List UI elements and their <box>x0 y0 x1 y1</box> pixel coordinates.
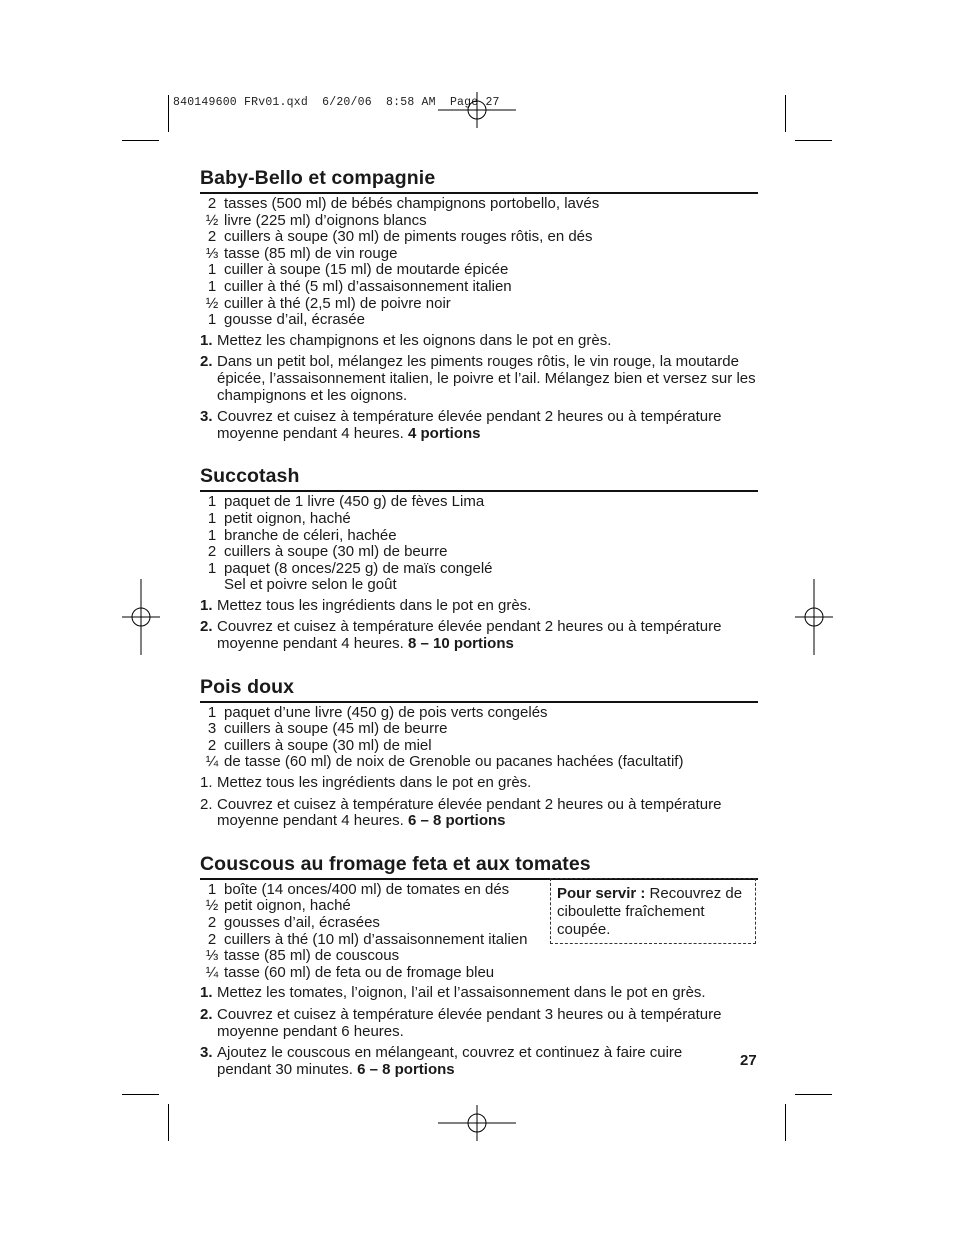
ingredient-text: petit oignon, haché <box>224 509 351 527</box>
ingredient-text: cuiller à thé (2,5 ml) de poivre noir <box>224 294 451 312</box>
ingredient-qty: ¼ <box>205 753 219 771</box>
ingredient-qty: 2 <box>207 543 217 561</box>
ingredient-text: tasse (60 ml) de feta ou de fromage bleu <box>224 963 495 981</box>
step-number: 1. <box>200 596 213 614</box>
step <box>200 985 758 1002</box>
step-number: 1. <box>200 331 213 349</box>
ingredient-text: gousses d’ail, écrasées <box>224 914 380 931</box>
ingredient-text: gousse d’ail, écrasée <box>224 311 365 329</box>
ingredient <box>200 721 758 738</box>
yield-label: 8 – 10 portions <box>407 635 514 653</box>
recipe-title: Pois doux <box>200 675 758 703</box>
ingredient-qty: 1 <box>207 493 217 511</box>
ingredient <box>200 511 758 528</box>
ingredient-qty: 1 <box>207 277 217 295</box>
ingredient-text: paquet de 1 livre (450 g) de fèves Lima <box>224 493 485 511</box>
step <box>200 775 758 792</box>
ingredient-text: cuillers à soupe (30 ml) de miel <box>224 736 432 754</box>
ingredient <box>200 196 758 213</box>
crop-mark <box>168 95 169 132</box>
ingredient-text: paquet d’une livre (450 g) de pois verts congelés <box>224 703 548 721</box>
ingredient <box>200 561 758 578</box>
ingredient-text: tasse (85 ml) de vin rouge <box>224 244 398 262</box>
ingredient-qty: ½ <box>205 897 219 915</box>
step <box>200 598 758 615</box>
ingredient <box>200 705 758 722</box>
step-number: 2. <box>200 1005 213 1023</box>
ingredient-qty: ½ <box>205 211 219 229</box>
recipe-baby-bello <box>200 166 758 442</box>
ingredient <box>200 312 758 329</box>
ingredient-qty: 2 <box>207 930 217 948</box>
ingredient-list <box>200 196 758 329</box>
ingredient-qty: ½ <box>205 294 219 312</box>
step <box>200 333 758 350</box>
ingredient-text: cuillers à soupe (45 ml) de beurre <box>224 720 448 738</box>
ingredient-qty: 2 <box>207 914 217 931</box>
ingredient <box>200 948 758 965</box>
ingredient-text: tasses (500 ml) de bébés champignons portobello, lavés <box>224 195 600 212</box>
ingredient <box>200 754 758 771</box>
step-text: Ajoutez le couscous en mélangeant, couvrez et continuez à faire cuire pendant 30 minutes. 6 – 8 portions <box>217 1044 683 1078</box>
step-list <box>200 598 758 653</box>
registration-mark-icon <box>795 579 833 655</box>
ingredient-text: paquet (8 onces/225 g) de maïs congelé <box>224 559 493 577</box>
crop-mark <box>785 95 786 132</box>
step <box>200 619 758 652</box>
step <box>200 1045 758 1078</box>
recipe-title: Succotash <box>200 464 758 492</box>
ingredient-qty: 1 <box>207 261 217 279</box>
yield-label: 6 – 8 portions <box>407 812 506 830</box>
ingredient <box>200 296 758 313</box>
ingredient-qty: 2 <box>207 195 217 212</box>
step-list <box>200 775 758 830</box>
ingredient-text: petit oignon, haché <box>224 897 351 915</box>
ingredient <box>200 528 758 545</box>
step-number: 2. <box>200 353 213 371</box>
serving-note-label: Pour servir : <box>557 885 646 902</box>
ingredient-qty: ⅓ <box>205 947 219 965</box>
ingredient <box>200 229 758 246</box>
crop-mark <box>122 140 159 141</box>
serving-note <box>550 878 756 944</box>
recipe-pois-doux <box>200 675 758 830</box>
ingredient-text: livre (225 ml) d’oignons blancs <box>224 211 427 229</box>
ingredient-qty: 1 <box>207 703 217 721</box>
step-text: Couvrez et cuisez à température élevée pendant 2 heures ou à température moyenne pendant 4 heures. 6 – 8 portions <box>217 795 722 830</box>
step-text: Mettez les tomates, l’oignon, l’ail et l’assaisonnement dans le pot en grès. <box>217 984 706 1002</box>
ingredient <box>200 738 758 755</box>
step-text: Dans un petit bol, mélangez les piments rouges rôtis, le vin rouge, la moutarde épicée, l’assaisonnement italien, le poivre et l’ail. Mélangez bien et versez sur les champignons et les oignons. <box>217 353 756 404</box>
ingredient-text: cuillers à soupe (30 ml) de piments rouges rôtis, en dés <box>224 228 593 246</box>
page-number: 27 <box>740 1052 757 1069</box>
step-number: 3. <box>200 1044 213 1062</box>
ingredient <box>200 577 758 594</box>
step-number: 2. <box>200 795 213 813</box>
ingredient-qty: ¼ <box>205 963 219 981</box>
crop-mark <box>785 1104 786 1141</box>
step-text: Couvrez et cuisez à température élevée pendant 2 heures ou à température moyenne pendant 4 heures. 8 – 10 portions <box>217 618 722 653</box>
registration-mark-icon <box>438 92 516 128</box>
step-text: Mettez les champignons et les oignons dans le pot en grès. <box>217 331 612 349</box>
ingredient <box>200 279 758 296</box>
step <box>200 1007 758 1040</box>
crop-mark <box>122 1094 159 1095</box>
ingredient-text: boîte (14 onces/400 ml) de tomates en dés <box>224 880 510 898</box>
ingredient <box>200 544 758 561</box>
step-text: Mettez tous les ingrédients dans le pot en grès. <box>217 596 532 614</box>
step-text: Couvrez et cuisez à température élevée pendant 2 heures ou à température moyenne pendant 4 heures. 4 portions <box>217 408 722 442</box>
recipe-title: Couscous au fromage feta et aux tomates <box>200 852 758 880</box>
recipe-page <box>200 166 758 1083</box>
ingredient-text: de tasse (60 ml) de noix de Grenoble ou pacanes hachées (facultatif) <box>224 753 684 771</box>
step <box>200 797 758 830</box>
ingredient-text: cuillers à thé (10 ml) d’assaisonnement italien <box>224 930 528 948</box>
ingredient-text: cuiller à thé (5 ml) d’assaisonnement italien <box>224 277 512 295</box>
ingredient-qty: 2 <box>207 228 217 246</box>
step-list <box>200 333 758 443</box>
ingredient-qty: ⅓ <box>205 244 219 262</box>
step-number: 3. <box>200 408 213 426</box>
step <box>200 354 758 404</box>
ingredient-qty: 3 <box>207 720 217 738</box>
yield-label: 6 – 8 portions <box>357 1060 455 1078</box>
yield-label: 4 portions <box>407 424 481 442</box>
step-number: 1. <box>200 774 213 792</box>
ingredient-qty: 2 <box>207 736 217 754</box>
ingredient <box>200 213 758 230</box>
ingredient <box>200 965 758 982</box>
step-text: Couvrez et cuisez à température élevée pendant 3 heures ou à température moyenne pendant 6 heures. <box>217 1005 722 1040</box>
ingredient-list <box>200 494 758 594</box>
ingredient-qty: 1 <box>207 526 217 544</box>
ingredient <box>200 494 758 511</box>
ingredient-list <box>200 705 758 771</box>
step-list <box>200 985 758 1078</box>
step <box>200 409 758 442</box>
ingredient-text: tasse (85 ml) de couscous <box>224 947 400 965</box>
file-slug: 840149600 FRv01.qxd 6/20/06 8:58 AM Page 27 <box>173 96 500 109</box>
registration-mark-icon <box>438 1105 516 1141</box>
ingredient-qty: 1 <box>207 509 217 527</box>
recipe-title: Baby-Bello et compagnie <box>200 166 758 194</box>
crop-mark <box>795 140 832 141</box>
recipe-succotash <box>200 464 758 652</box>
ingredient-qty: 1 <box>207 880 217 898</box>
serving-note-text: Recouvrez de ciboulette fraîchement coupée. <box>557 885 743 938</box>
ingredient <box>200 262 758 279</box>
ingredient-text: cuillers à soupe (30 ml) de beurre <box>224 543 448 561</box>
ingredient <box>200 246 758 263</box>
step-number: 2. <box>200 618 213 636</box>
ingredient-text: branche de céleri, hachée <box>224 526 397 544</box>
ingredient-qty: 1 <box>207 559 217 577</box>
ingredient-text: cuiller à soupe (15 ml) de moutarde épicée <box>224 261 509 279</box>
crop-mark <box>168 1104 169 1141</box>
ingredient-qty <box>200 577 224 594</box>
crop-mark <box>795 1094 832 1095</box>
ingredient-qty: 1 <box>207 311 217 329</box>
registration-mark-icon <box>122 579 160 655</box>
step-text: Mettez tous les ingrédients dans le pot en grès. <box>217 774 532 792</box>
ingredient-text: Sel et poivre selon le goût <box>224 576 397 594</box>
step-number: 1. <box>200 984 213 1002</box>
